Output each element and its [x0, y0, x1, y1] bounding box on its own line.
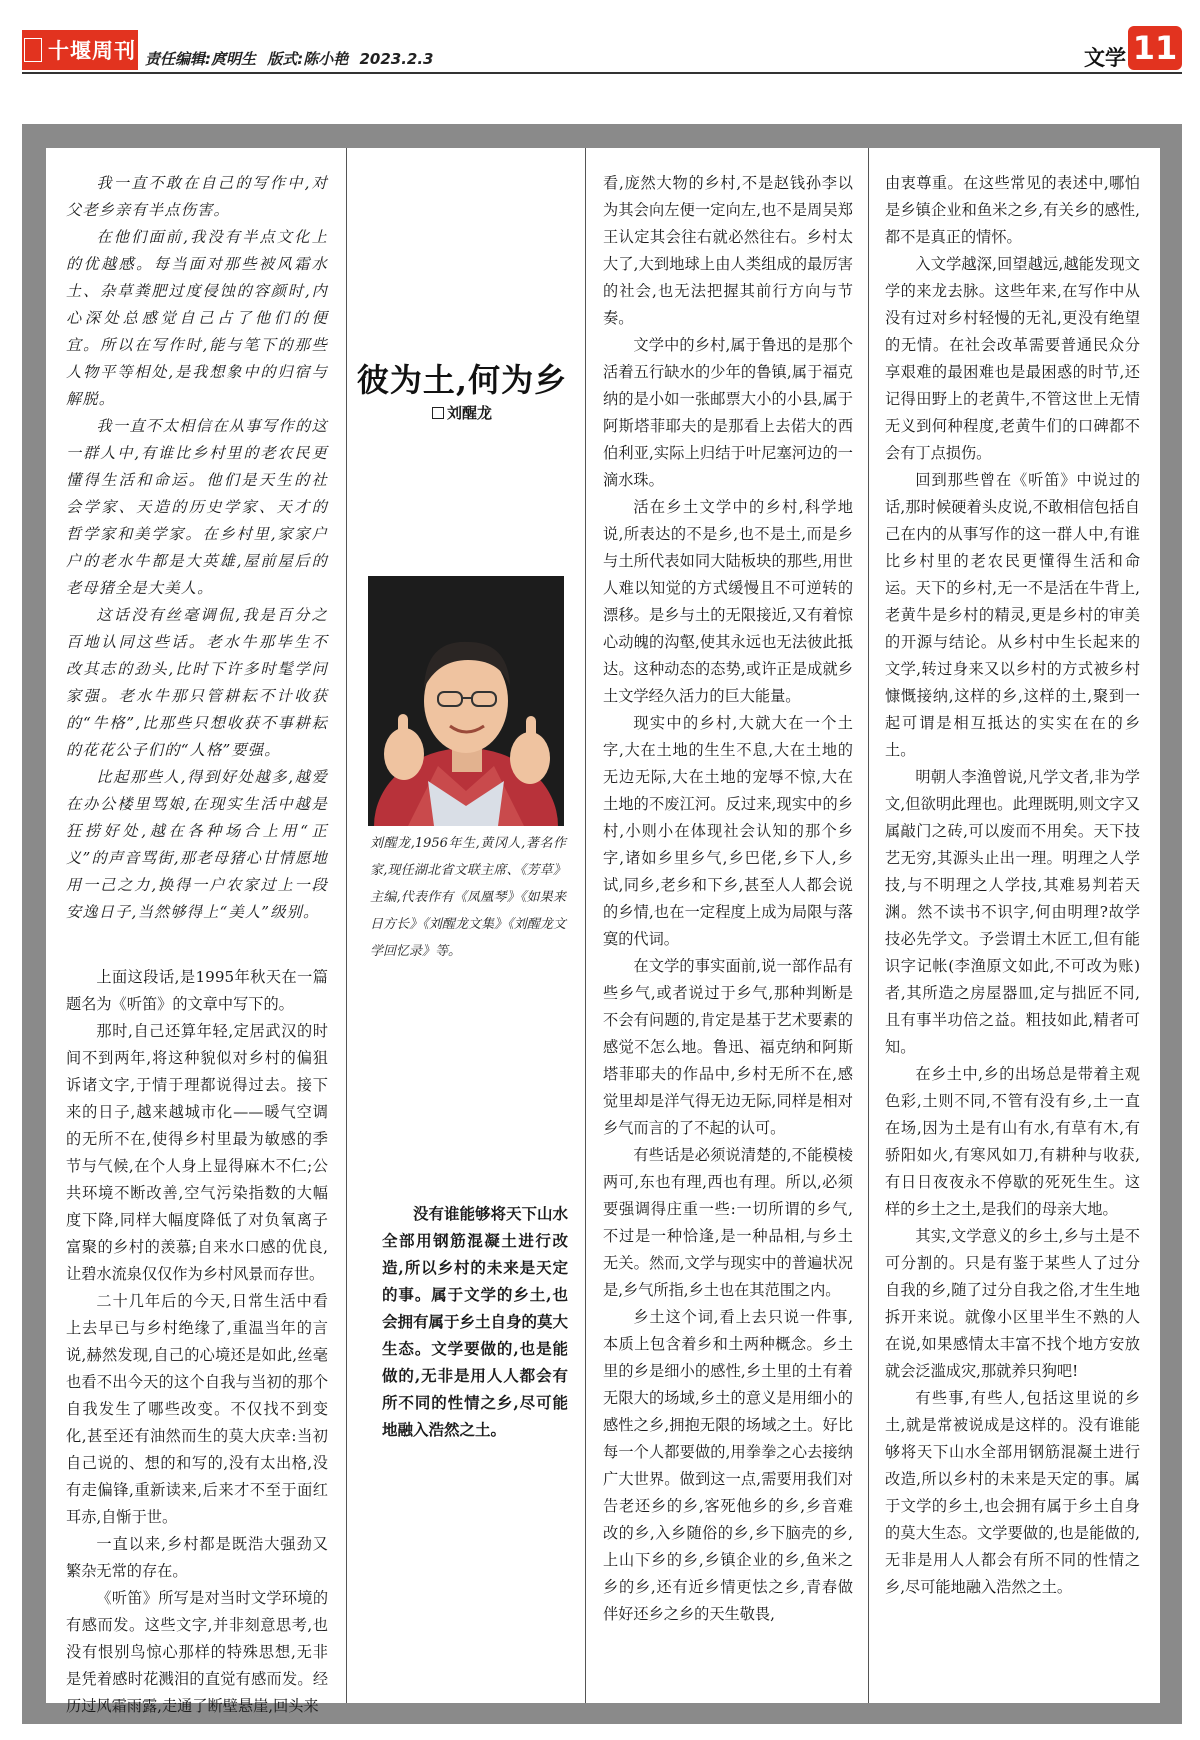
column-1 [66, 170, 328, 1720]
body-paragraph: 明朝人李渔曾说,凡学文者,非为学文,但欲明此理也。此理既明,则文字又属敲门之砖,可以废而不用矣。天下技艺无穷,其源头止出一理。明理之人学技,与不明理之人学技,其难易判若天渊。然不读书不识字,何由明理?故学技必先学文。予尝谓土木匠工,但有能识字记帐(李渔原文如此,不可改为账)者,其所造之房屋器皿,定与拙匠不同,且有事半功倍之益。粗技如此,精者可知。 [885, 768, 1140, 1056]
page-number-badge: 11 [1128, 26, 1182, 70]
author-portrait-icon [368, 576, 564, 826]
body-paragraph: 《听笛》所写是对当时文学环境的有感而发。这些文字,并非刻意思考,也没有恨别鸟惊心那样的特殊思想,无非是凭着感时花溅泪的直觉有感而发。经历过风霜雨露,走通了断壁悬崖,回头来 [66, 1589, 328, 1715]
header-meta [145, 48, 440, 69]
body-paragraph: 现实中的乡村,大就大在一个土字,大在土地的生生不息,大在土地的无边无际,大在土地的宠辱不惊,大在土地的不废江河。反过来,现实中的乡村,小则小在体现社会认知的那个乡字,诸如乡里乡气,乡巴佬,乡下人,乡试,同乡,老乡和下乡,甚至人人都会说的乡情,也在一定程度上成为局限与落寞的代词。 [603, 714, 853, 948]
body-paragraph: 在乡土中,乡的出场总是带着主观色彩,土则不同,不管有没有乡,土一直在场,因为土是有山有水,有草有木,有骄阳如火,有寒风如刀,有耕种与收获,有日日夜夜永不停歇的死死生生。这样的乡土之土,是我们的母亲大地。 [885, 1065, 1140, 1218]
quote-paragraph: 比起那些人,得到好处越多,越爱在办公楼里骂娘,在现实生活中越是狂捞好处,越在各种场合上用“正义”的声音骂街,那老母猪心甘情愿地用一己之力,换得一户农家过上一段安逸日子,当然够得上“美人”级别。 [66, 768, 328, 921]
author-photo [368, 576, 564, 826]
pull-quote [382, 1200, 568, 1443]
column-divider [868, 148, 869, 1703]
pull-quote-text: 没有谁能够将天下山水全部用钢筋混凝土进行改造,所以乡村的未来是天定的事。属于文学的乡土,也会拥有属于乡土自身的莫大生态。文学要做的,也是能做的,无非是用人人都会有所不同的性情之乡,尽可能地融入浩然之土。 [382, 1204, 569, 1439]
header-divider [22, 72, 1182, 74]
body-paragraph: 有些事,有些人,包括这里说的乡土,就是常被说成是这样的。没有谁能够将天下山水全部用钢筋混凝土进行改造,所以乡村的未来是天定的事。属于文学的乡土,也会拥有属于乡土自身的莫大生态。文学要做的,也是能做的,无非是用人人都会有所不同的性情之乡,尽可能地融入浩然之土。 [885, 1389, 1140, 1596]
body-paragraph: 其实,文学意义的乡土,乡与土是不可分割的。只是有鉴于某些人了过分自我的乡,随了过分自我之俗,才生生地拆开来说。就像小区里半生不熟的人在说,如果感情太丰富不找个地方安放就会泛滥成灾,那就养只狗吧! [885, 1227, 1140, 1380]
body-paragraph: 看,庞然大物的乡村,不是赵钱孙李以为其会向左便一定向左,也不是周吴郑王认定其会往右就必然往右。乡村太大了,大到地球上由人类组成的最厉害的社会,也无法把握其前行方向与节奏。 [603, 174, 853, 327]
author-name: 刘醒龙 [446, 404, 492, 422]
quote-paragraph: 我一直不太相信在从事写作的这一群人中,有谁比乡村里的老农民更懂得生活和命运。他们是天生的社会学家、天造的历史学家、天才的哲学家和美学家。在乡村里,家家户户的老水牛都是大英雄,屋前屋后的老母猪全是大美人。 [66, 417, 328, 597]
editor-credit: 责任编辑:庹明生 [145, 50, 256, 68]
body-paragraph: 有些话是必须说清楚的,不能模棱两可,东也有理,西也有理。所以,必须要强调得庄重一些:一切所谓的乡气,不过是一种恰逢,是一种品相,与乡土无关。然而,文学与现实中的普遍状况是,乡气所指,乡土也在其范围之内。 [603, 1146, 853, 1299]
body-paragraph: 那时,自己还算年轻,定居武汉的时间不到两年,将这种貌似对乡村的偏狙诉诸文字,于情于理都说得过去。接下来的日子,越来越城市化——暖气空调的无所不在,使得乡村里最为敏感的季节与气候,在个人身上显得麻木不仁;公共环境不断改善,空气污染指数的大幅度下降,同样大幅度降低了对负氧离子富聚的乡村的羡慕;自来水口感的优良,让碧水流泉仅仅作为乡村风景而存世。 [66, 1022, 328, 1283]
article-title: 彼为土,何为乡 [356, 361, 568, 399]
column-3 [603, 170, 853, 1628]
body-paragraph: 活在乡土文学中的乡村,科学地说,所表达的不是乡,也不是土,而是乡与土所代表如同大陆板块的那些,用世人难以知觉的方式缓慢且不可逆转的漂移。是乡与土的无限接近,又有着惊心动魄的沟壑,使其永远也无法彼此抵达。这种动态的态势,或许正是成就乡土文学经久活力的巨大能量。 [603, 498, 853, 705]
body-paragraph: 由衷尊重。在这些常见的表述中,哪怕是乡镇企业和鱼米之乡,有关乡的感性,都不是真正的情怀。 [885, 174, 1140, 246]
column-4 [885, 170, 1140, 1601]
quote-paragraph: 这话没有丝毫调侃,我是百分之百地认同这些话。老水牛那毕生不改其志的劲头,比时下许多时髦学问家强。老水牛那只管耕耘不计收获的“牛格”,比那些只想收获不事耕耘的花花公子们的“人格”要强。 [66, 606, 328, 759]
quote-paragraph: 我一直不敢在自己的写作中,对父老乡亲有半点伤害。 [66, 174, 328, 219]
body-paragraph: 回到那些曾在《听笛》中说过的话,那时候硬着头皮说,不敢相信包括自己在内的从事写作的这一群人中,有谁比乡村里的老农民更懂得生活和命运。天下的乡村,无一不是活在牛背上,老黄牛是乡村的精灵,更是乡村的审美的开源与结论。从乡村中生长起来的文学,转过身来又以乡村的方式被乡村慷慨接纳,这样的乡,这样的土,聚到一起可谓是相互抵达的实实在在的乡土。 [885, 471, 1140, 759]
byline [344, 402, 580, 423]
body-paragraph: 乡土这个词,看上去只说一件事,本质上包含着乡和土两种概念。乡土里的乡是细小的感性,乡土里的土有着无限大的场域,乡土的意义是用细小的感性之乡,拥抱无限的场域之土。好比每一个人都要做的,用拳拳之心去接纳广大世界。做到这一点,需要用我们对告老还乡的乡,客死他乡的乡,乡音难改的乡,入乡随俗的乡,乡下脑壳的乡,上山下乡的乡,乡镇企业的乡,鱼米之乡的乡,还有近乡情更怯之乡,青春做伴好还乡之乡的天生敬畏, [603, 1308, 853, 1623]
masthead-title: 十堰周刊 [48, 39, 136, 63]
body-paragraph: 在文学的事实面前,说一部作品有些乡气,或者说过于乡气,那种判断是不会有问题的,肯定是基于艺术要素的感觉不怎么地。鲁迅、福克纳和阿斯塔菲耶夫的作品中,乡村无所不在,感觉里却是洋气得无边无际,同样是相对乡气而言的了不起的认可。 [603, 957, 853, 1137]
photo-caption: 刘醒龙,1956年生,黄冈人,著名作家,现任湖北省文联主席、《芳草》主编,代表作有《凤凰琴》《如果来日方长》《刘醒龙文集》《刘醒龙文学回忆录》等。 [370, 836, 566, 959]
section-label: 文学 [1084, 46, 1126, 70]
quote-paragraph: 在他们面前,我没有半点文化上的优越感。每当面对那些被风霜水土、杂草粪肥过度侵蚀的容颜时,内心深处总感觉自己占了他们的便宜。所以在写作时,能与笔下的那些人物平等相处,是我想象中的归宿与解脱。 [66, 228, 328, 408]
layout-credit: 版式:陈小艳 [267, 50, 349, 68]
body-paragraph: 上面这段话,是1995年秋天在一篇题名为《听笛》的文章中写下的。 [66, 968, 328, 1013]
body-paragraph: 文学中的乡村,属于鲁迅的是那个活着五行缺水的少年的鲁镇,属于福克纳的是小如一张邮票大小的小县,属于阿斯塔菲耶夫的是那看上去偌大的西伯利亚,实际上归结于叶尼塞河边的一滴水珠。 [603, 336, 853, 489]
body-paragraph: 一直以来,乡村都是既浩大强劲又繁杂无常的存在。 [66, 1535, 328, 1580]
issue-date: 2023.2.3 [359, 50, 434, 68]
masthead-logo [22, 30, 138, 70]
body-paragraph: 二十几年后的今天,日常生活中看上去早已与乡村绝缘了,重温当年的言说,赫然发现,自己的心境还是如此,丝毫也看不出今天的这个自我与当初的那个自我发生了哪些改变。不仅找不到变化,甚至还有油然而生的莫大庆幸:当初自己说的、想的和写的,没有太出格,没有走偏锋,重新读来,后来才不至于面红耳赤,自惭于世。 [66, 1292, 328, 1526]
masthead-emblem-icon [24, 38, 42, 62]
body-paragraph: 入文学越深,回望越远,越能发现文学的来龙去脉。这些年来,在写作中从没有过对乡村轻慢的无礼,更没有绝望的无情。在社会改革需要普通民众分享艰难的最困难也是最困惑的时节,还记得田野上的老黄牛,不管这世上无情无义到何种程度,老黄牛们的口碑都不会有丁点损伤。 [885, 255, 1140, 462]
column-divider [585, 148, 586, 1703]
byline-box-icon [432, 407, 444, 419]
